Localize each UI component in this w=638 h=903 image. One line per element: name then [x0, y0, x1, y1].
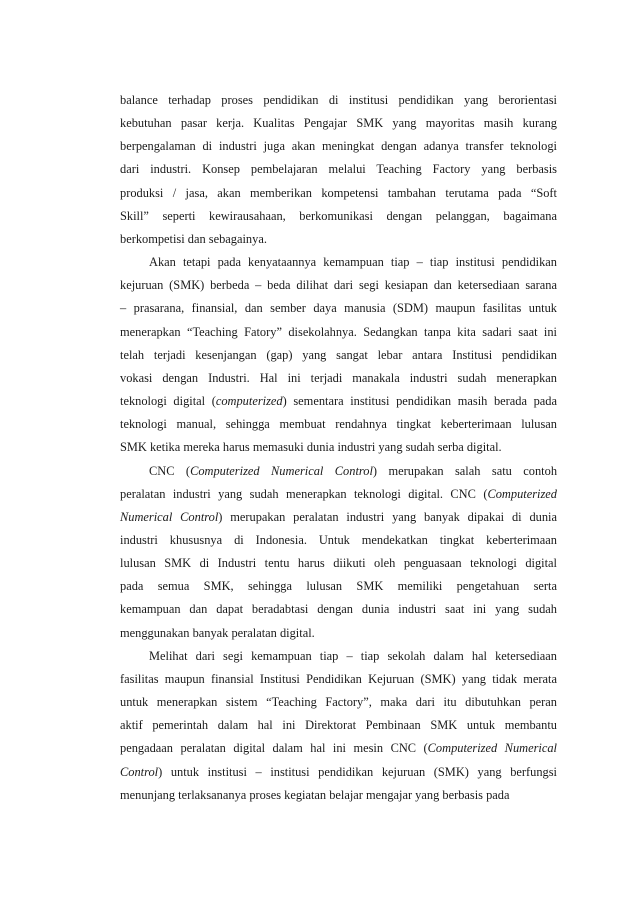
text-line — [120, 228, 557, 251]
paragraph — [120, 251, 557, 459]
text-segment: telah terjadi kesenjangan (gap) yang sangat lebar antara Institusi pendidikan — [120, 347, 557, 362]
text-line — [120, 598, 557, 621]
text-line — [120, 274, 557, 297]
text-segment: ) sementara institusi pendidikan masih berada pada — [282, 394, 557, 409]
text-segment: – prasarana, finansial, dan sember daya manusia (SDM) maupun fasilitas untuk — [120, 301, 557, 316]
text-segment: pengadaan peralatan digital dalam hal ini mesin CNC ( — [120, 741, 428, 756]
text-line — [120, 506, 557, 529]
text-segment: berpengalaman di industri juga akan meningkat dengan adanya transfer teknologi — [120, 139, 557, 154]
text-segment: industri khususnya di Indonesia. Untuk mendekatkan tingkat keberterimaan — [120, 532, 557, 547]
text-line — [120, 251, 557, 274]
italic-text: Numerical Control — [120, 509, 219, 524]
text-line — [120, 529, 557, 552]
paragraph — [120, 89, 557, 251]
text-line — [120, 691, 557, 714]
italic-text: Computerized — [487, 486, 557, 501]
text-segment: ) untuk institusi – institusi pendidikan kejuruan (SMK) yang berfungsi — [158, 764, 557, 779]
text-line — [120, 737, 557, 760]
text-segment: menunjang terlaksananya proses kegiatan belajar mengajar yang berbasis pada — [120, 787, 510, 802]
italic-text: computerized — [215, 394, 283, 409]
text-line — [120, 460, 557, 483]
text-segment: untuk menerapkan sistem “Teaching Factory”, maka dari itu dibutuhkan peran — [120, 695, 557, 710]
text-line — [120, 182, 557, 205]
text-line — [120, 89, 557, 112]
text-segment: vokasi dengan Industri. Hal ini terjadi manakala industri sudah menerapkan — [120, 370, 557, 385]
text-line — [120, 714, 557, 737]
text-segment: berkompetisi dan sebagainya. — [120, 231, 267, 246]
text-segment: lulusan SMK di Industri tentu harus diikuti oleh penguasaan teknologi digital — [120, 556, 557, 571]
text-line — [120, 135, 557, 158]
text-line — [120, 205, 557, 228]
paragraph — [120, 645, 557, 807]
text-segment: peralatan industri yang sudah menerapkan teknologi digital. CNC ( — [120, 486, 488, 501]
text-segment: teknologi manual, sehingga membuat rendahnya tingkat keberterimaan lulusan — [120, 417, 557, 432]
paragraph — [120, 460, 557, 645]
text-segment: teknologi digital ( — [120, 394, 216, 409]
text-segment: SMK ketika mereka harus memasuki dunia industri yang sudah serba digital. — [120, 440, 502, 455]
italic-text: Control — [120, 764, 159, 779]
text-line — [120, 552, 557, 575]
text-line — [120, 321, 557, 344]
text-line — [120, 668, 557, 691]
body-text — [120, 89, 557, 807]
text-segment: Skill” seperti kewirausahaan, berkomunikasi dengan pelanggan, bagaimana — [120, 208, 557, 223]
text-segment: pada semua SMK, sehingga lulusan SMK memiliki pengetahuan serta — [120, 579, 557, 594]
text-line — [120, 761, 557, 784]
text-line — [120, 367, 557, 390]
text-segment: dari industri. Konsep pembelajaran melalui Teaching Factory yang berbasis — [120, 162, 557, 177]
text-line — [120, 344, 557, 367]
italic-text: Computerized Numerical — [427, 741, 557, 756]
text-line — [120, 158, 557, 181]
text-segment: menerapkan “Teaching Fatory” disekolahnya. Sedangkan tanpa kita sadari saat ini — [120, 324, 557, 339]
text-segment: kebutuhan pasar kerja. Kualitas Pengajar SMK yang mayoritas masih kurang — [120, 116, 557, 131]
text-line — [120, 297, 557, 320]
text-segment: kejuruan (SMK) berbeda – beda dilihat dari segi kesiapan dan ketersediaan sarana — [120, 278, 557, 293]
text-segment: kemampuan dan dapat beradabtasi dengan dunia industri saat ini yang sudah — [120, 602, 557, 617]
text-segment: ) merupakan salah satu contoh — [372, 463, 558, 478]
text-line — [120, 436, 557, 459]
text-segment: aktif pemerintah dalam hal ini Direktorat Pembinaan SMK untuk membantu — [120, 718, 557, 733]
text-line — [120, 784, 557, 807]
text-segment: Akan tetapi pada kenyataannya kemampuan tiap – tiap institusi pendidikan — [149, 255, 557, 270]
text-line — [120, 645, 557, 668]
text-line — [120, 622, 557, 645]
text-line — [120, 413, 557, 436]
text-segment: fasilitas maupun finansial Institusi Pendidikan Kejuruan (SMK) yang tidak merata — [120, 671, 557, 686]
text-segment: balance terhadap proses pendidikan di institusi pendidikan yang berorientasi — [120, 93, 557, 107]
text-segment: produksi / jasa, akan memberikan kompetensi tambahan terutama pada “Soft — [120, 185, 557, 200]
text-line — [120, 390, 557, 413]
text-segment: ) merupakan peralatan industri yang banyak dipakai di dunia — [218, 509, 557, 524]
italic-text: Computerized Numerical Control — [190, 463, 373, 478]
text-segment: Melihat dari segi kemampuan tiap – tiap sekolah dalam hal ketersediaan — [149, 648, 557, 663]
text-line — [120, 112, 557, 135]
text-line — [120, 575, 557, 598]
text-segment: menggunakan banyak peralatan digital. — [120, 625, 315, 640]
text-line — [120, 483, 557, 506]
text-segment: CNC ( — [149, 463, 191, 478]
